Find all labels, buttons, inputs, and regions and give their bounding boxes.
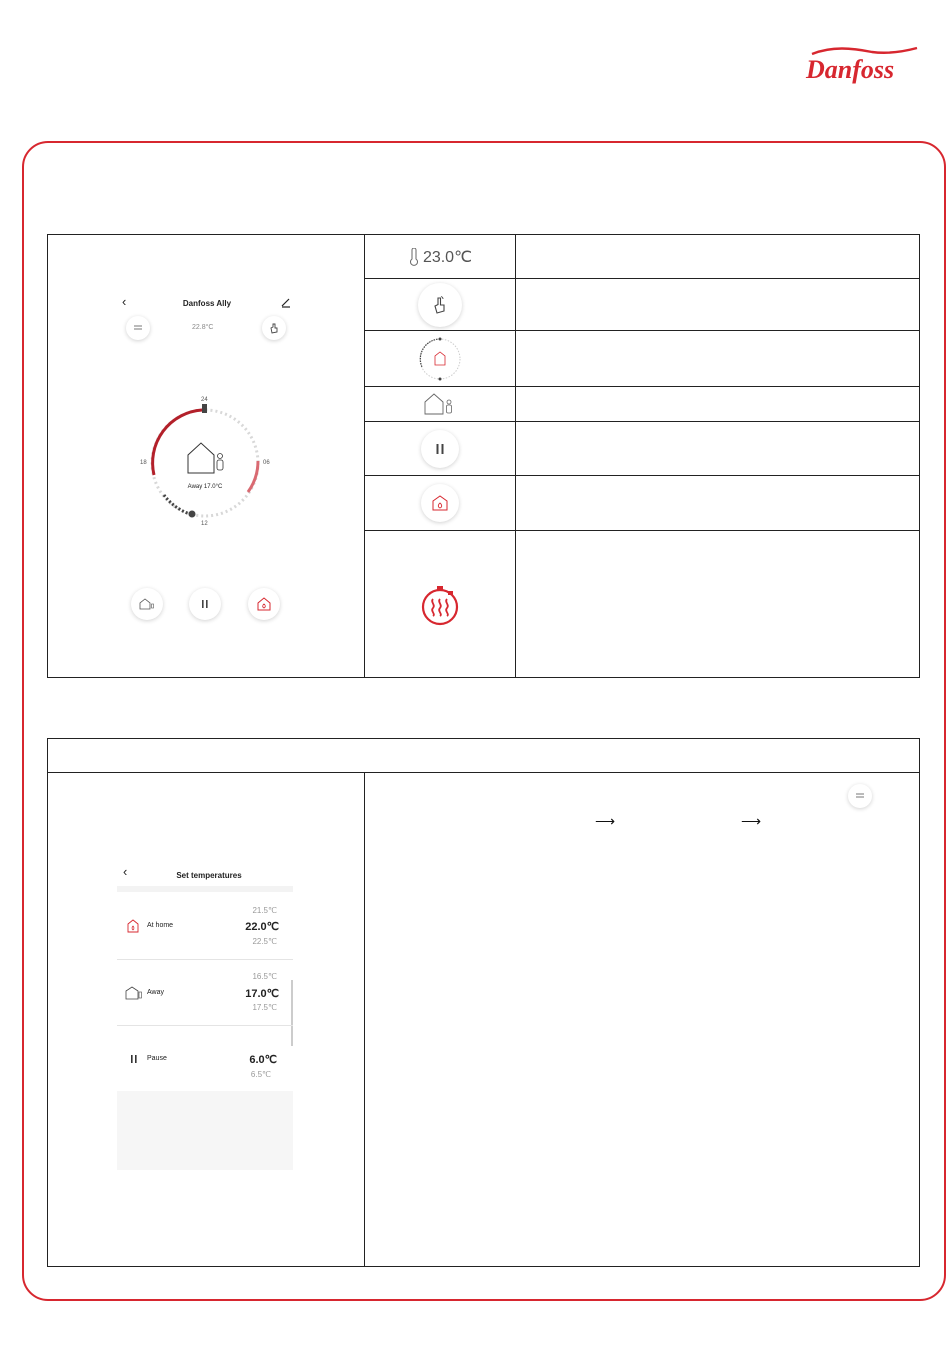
away-mode-button[interactable]	[131, 588, 163, 620]
manual-control-icon-button	[418, 283, 462, 327]
home-flame-icon	[127, 919, 139, 933]
at-home-below[interactable]: 22.5℃	[252, 937, 277, 946]
row-label-pause: Pause	[147, 1055, 167, 1062]
thermometer-icon	[408, 248, 420, 266]
temperature-reading-cell	[365, 235, 515, 278]
at-home-above[interactable]: 21.5℃	[252, 906, 277, 915]
hand-icon	[430, 295, 450, 315]
schedule-dial[interactable]	[140, 395, 270, 530]
at-home-value[interactable]: 22.0℃	[245, 921, 279, 933]
home-away-icon	[139, 598, 155, 610]
heating-icon	[418, 583, 462, 627]
at-home-icon-cell	[365, 476, 515, 530]
home-flame-icon	[257, 597, 271, 611]
away-below[interactable]: 17.5℃	[252, 1003, 277, 1012]
home-person-icon	[423, 392, 457, 416]
home-away-icon	[125, 986, 143, 1000]
svg-text:Danfoss: Danfoss	[806, 55, 895, 84]
dial-label-top: 24	[201, 397, 208, 403]
pause-icon	[435, 443, 445, 455]
screen-title: Set temperatures	[176, 871, 242, 880]
pause-value[interactable]: 6.0℃	[249, 1054, 277, 1066]
manual-control-button[interactable]	[262, 316, 286, 340]
app-title: Danfoss Ally	[182, 299, 232, 308]
mini-dial-icon	[414, 333, 466, 385]
at-home-button[interactable]	[248, 588, 280, 620]
danfoss-logo	[802, 44, 922, 88]
set-temperatures-screen	[117, 862, 293, 1170]
person-icon	[218, 454, 223, 459]
row-label-away: Away	[147, 989, 164, 996]
menu-button	[848, 784, 872, 808]
mode-text: Away 17.0°C	[187, 484, 223, 490]
pause-icon	[201, 599, 209, 609]
away-icon-cell	[365, 387, 515, 421]
dial-label-left: 18	[140, 460, 147, 466]
dial-label-bottom: 12	[201, 521, 208, 527]
away-value[interactable]: 17.0℃	[245, 988, 279, 1000]
pause-icon	[130, 1054, 138, 1064]
heating-icon-cell	[365, 531, 515, 678]
menu-icon	[855, 792, 865, 800]
manual-icon-cell	[365, 279, 515, 330]
pause-button[interactable]	[189, 588, 221, 620]
home-icon	[188, 443, 214, 473]
edit-icon[interactable]	[280, 296, 292, 308]
pause-below[interactable]: 6.5℃	[250, 1070, 271, 1079]
current-temperature: 22.8°C	[192, 324, 214, 331]
dial-icon-cell	[365, 331, 515, 386]
temperature-reading: 23.0℃	[422, 248, 473, 266]
away-above[interactable]: 16.5℃	[252, 972, 277, 981]
scrollbar[interactable]	[291, 980, 293, 1046]
dial-label-right: 06	[263, 460, 270, 466]
back-icon[interactable]: ‹	[123, 864, 128, 879]
back-icon[interactable]: ‹	[122, 294, 127, 309]
flow-arrow-1: ⟶	[595, 813, 616, 829]
home-flame-icon	[431, 494, 449, 512]
menu-button[interactable]	[126, 316, 150, 340]
menu-icon	[133, 324, 143, 332]
at-home-icon-button	[421, 484, 459, 522]
row-label-at-home: At home	[147, 922, 174, 929]
hand-icon	[268, 322, 280, 334]
flow-arrow-2: ⟶	[741, 813, 762, 829]
pause-icon-button	[421, 430, 459, 468]
pause-icon-cell	[365, 422, 515, 475]
